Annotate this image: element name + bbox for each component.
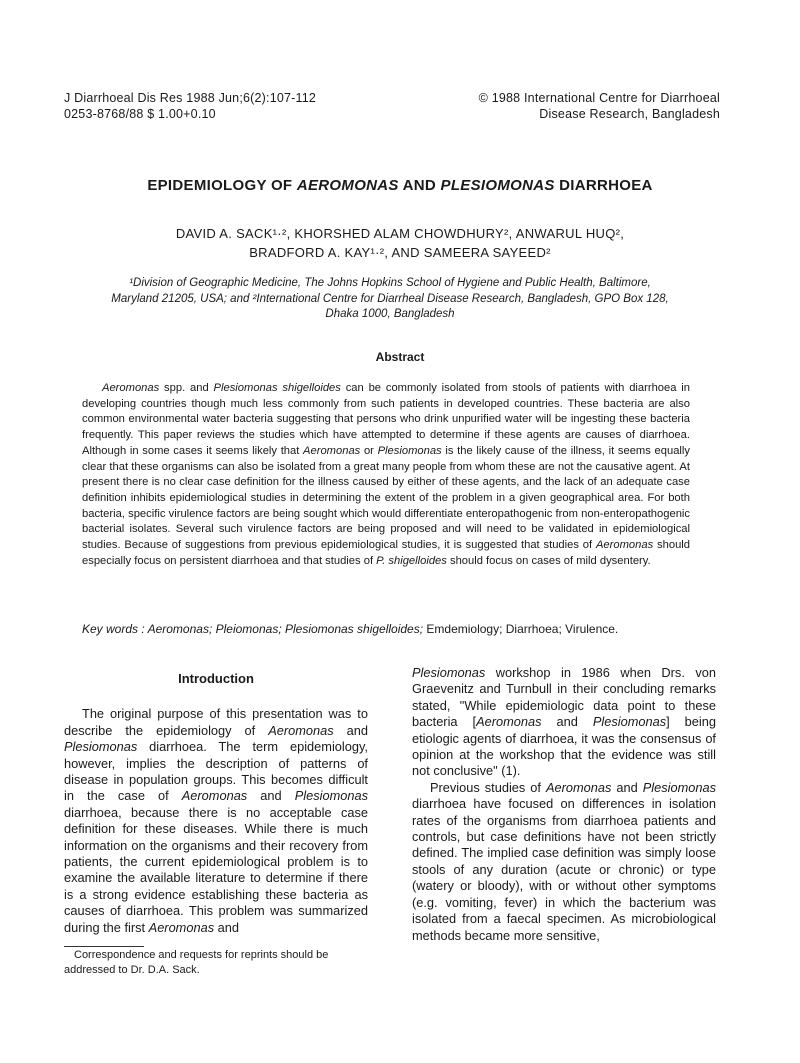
citation-line: J Diarrhoeal Dis Res 1988 Jun;6(2):107-112: [64, 91, 317, 105]
copyright-line: © 1988 International Centre for Diarrhoeal: [478, 91, 720, 105]
footnote: [64, 948, 368, 978]
right-column: [412, 665, 716, 944]
body-paragraph: Previous studies of Aeromonas and Plesiomonas diarrhoea have focused on differences in isolation rates of the organisms from diarrhoea patients and controls, but case definitions have not been strictly defined. The implied case definition was simply loose stools of any duration (acute or chronic) or type (watery or bloody), with or without other symptoms (e.g. vomiting, fever) in which the bacterium was isolated from a faecal specimen. As microbiological methods became more sensitive,: [412, 779, 716, 943]
keywords: Key words : Aeromonas; Pleiomonas; Plesiomonas shigelloides; Emdemiology; Diarrhoea; Virulence.: [82, 622, 619, 636]
journal-citation: [64, 90, 316, 122]
footnote-text: Correspondence and requests for reprints should be addressed to Dr. D.A. Sack.: [64, 949, 329, 976]
affiliation-line: Maryland 21205, USA; and ²International Centre for Diarrheal Disease Research, Bangladesh, GPO Box 128,: [111, 292, 669, 305]
author-line: BRADFORD A. KAY¹·², AND SAMEERA SAYEED²: [249, 245, 551, 260]
publisher-line: Disease Research, Bangladesh: [539, 107, 720, 121]
affiliation-line: ¹Division of Geographic Medicine, The Johns Hopkins School of Hygiene and Public Health, Baltimore,: [129, 277, 651, 289]
affiliations: [60, 276, 720, 323]
issn-line: 0253-8768/88 $ 1.00+0.10: [64, 107, 216, 121]
author-list: [0, 224, 800, 262]
body-paragraph: The original purpose of this presentation was to describe the epidemiology of Aeromonas and Plesiomonas diarrhoea. The term epidemiology, however, implies the description of patterns of disease in population groups. This becomes difficult in the case of Aeromonas and Plesiomonas diarrhoea, because there is no acceptable case definition for these diseases. While there is much information on the organisms and their recovery from patients, the current epidemiological problem is to examine the available literature to determine if there is a strong evidence establishing these bacteria as causes of diarrhoea. This problem was summarized during the first Aeromonas and: [64, 706, 368, 935]
footnote-rule: [64, 946, 144, 947]
article-title: EPIDEMIOLOGY OF AEROMONAS AND PLESIOMONAS DIARRHOEA: [147, 177, 653, 194]
abstract-heading: Abstract: [375, 350, 425, 364]
section-heading: Introduction: [178, 671, 254, 686]
author-line: DAVID A. SACK¹·², KHORSHED ALAM CHOWDHURY², ANWARUL HUQ²,: [175, 226, 625, 241]
body-paragraph: Plesiomonas workshop in 1986 when Drs. von Graevenitz and Turnbull in their concluding remarks stated, "While epidemiologic data point to these bacteria [Aeromonas and Plesiomonas] being etiologic agents of diarrhoea, it was the consensus of opinion at the workshop that the evidence was still not conclusive" (1).: [412, 665, 716, 779]
abstract-body: [82, 381, 690, 569]
abstract-paragraph: Aeromonas spp. and Plesiomonas shigelloides can be commonly isolated from stools of patients with diarrhoea in developing countries though much less commonly from such patients in developed countries. These bacteria are also common environmental water bacteria suggesting that persons who drink unpurified water will be ingesting these bacteria frequently. This paper reviews the studies which have attempted to determine if these agents are causes of diarrhoea. Although in some cases it seems likely that Aeromonas or Plesiomonas is the likely cause of the illness, it seems equally clear that these organisms can also be isolated from a great many people from whom these are not the causative agent. At present there is no clear case definition for the illness caused by either of these agents, and the lack of an adequate case definition inhibits epidemiological studies in determining the extent of the problem in a given geographical area. For both bacteria, specific virulence factors are being sought which would differentiate enteropathogenic from non-enteropathogenic bacterial isolates. Several such virulence factors are being proposed and will need to be validated in epidemiological studies. Because of suggestions from previous epidemiological studies, it is suggested that studies of Aeromonas should especially focus on persistent diarrhoea and that studies of P. shigelloides should focus on cases of mild dysentery.: [82, 382, 690, 567]
left-column: [64, 667, 368, 936]
copyright-notice: [479, 90, 720, 122]
affiliation-line: Dhaka 1000, Bangladesh: [325, 308, 455, 320]
